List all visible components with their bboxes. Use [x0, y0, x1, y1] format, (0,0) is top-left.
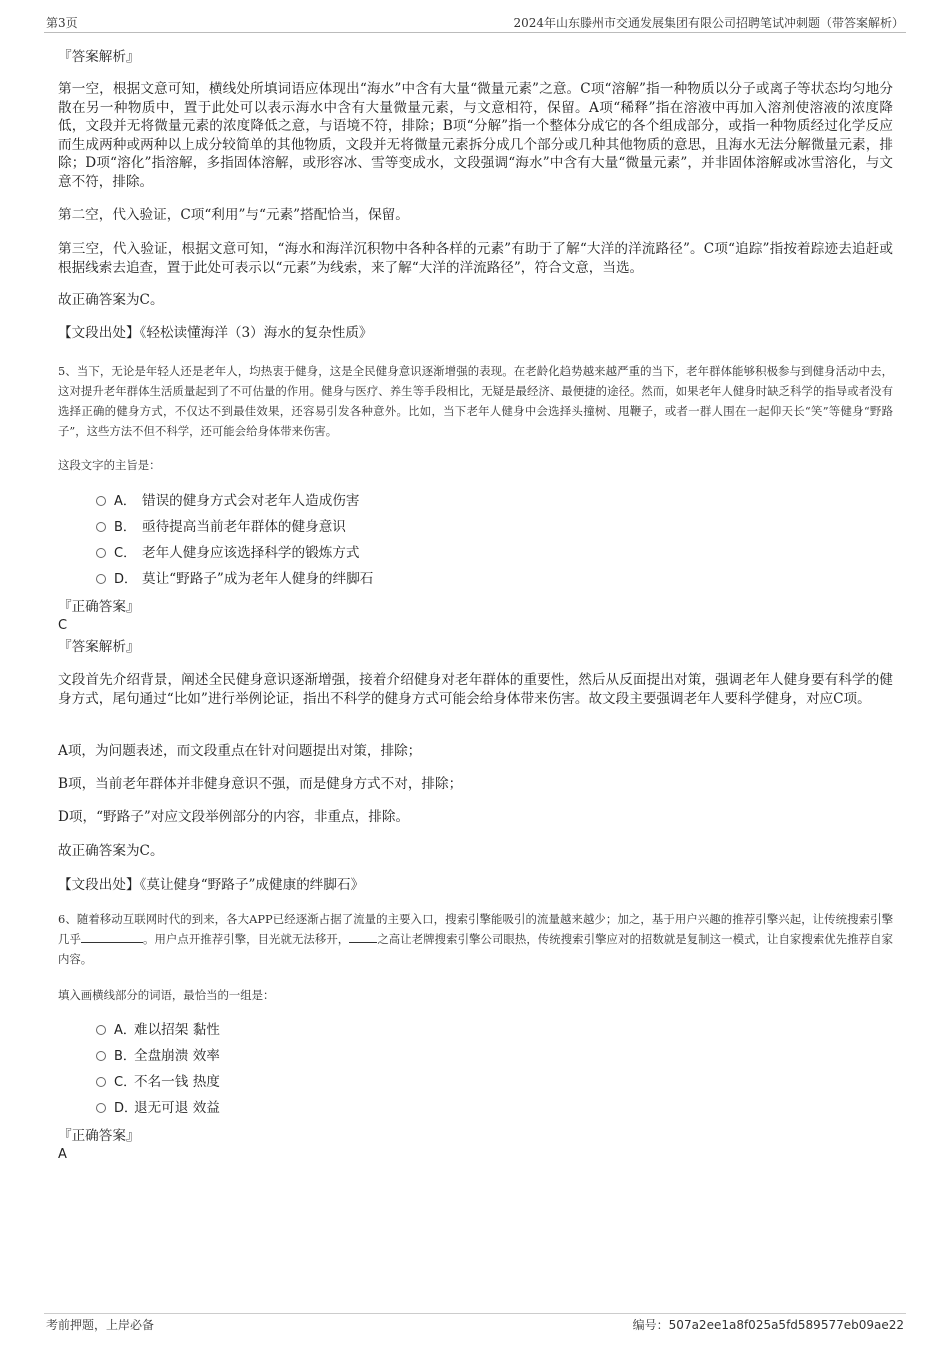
- q5-analysis-p4: D项，“野路子”对应文段举例部分的内容，非重点，排除。: [58, 809, 410, 825]
- q5-stem: 5、当下，无论是年轻人还是老年人，均热衷于健身，这是全民健身意识逐渐增强的表现。在老龄化趋势越来越严重的当下，老年群体能够积极参与到健身活动中去，这对提升老年群体生活质量起到了不可估量的作用。健身与医疗、养生等手段相比，无疑是最经济、最便捷的途径。然而，如果老年人健身时缺乏科学的指导或者没有选择正确的健身方式，不仅达不到最佳效果，还容易引发各种意外。比如，当下老年人健身中会选择头撞树、甩鞭子，或者一群人围在一起仰天长“笑”等健身“野路子”，这些方法不但不科学，还可能会给身体带来伤害。: [58, 364, 893, 438]
- q5-analysis-p3: B项，当前老年群体并非健身意识不强，而是健身方式不对，排除；: [58, 776, 463, 792]
- q4-analysis-p2: 第二空，代入验证，C项“利用”与“元素”搭配恰当，保留。: [58, 207, 409, 223]
- document-code: 编号：507a2ee1a8f025a5fd589577eb09ae22: [632, 1318, 904, 1332]
- q5-analysis-p1: 文段首先介绍背景，阐述全民健身意识逐渐增强，接着介绍健身对老年群体的重要性，然后从反面提出对策，强调老年人健身要有科学的健身方式，尾句通过“比如”进行举例论证，指出不科学的健身方式可能会给身体带来伤害。故文段主要强调老年人要科学健身，对应C项。: [58, 672, 893, 707]
- q6-question: 填入画横线部分的词语，最恰当的一组是：: [58, 988, 275, 1002]
- blank-2: [349, 930, 377, 943]
- q4-analysis-p3: 第三空，代入验证，根据文意可知，“海水和海洋沉积物中各种各样的元素”有助于了解“大洋的洋流路径”。C项“追踪”指按着踪迹去追赶或根据线索去追查，置于此处可表示以“元素”为线索，来了解“大洋的洋流路径”，符合文意，当选。: [58, 241, 893, 276]
- footer-slogan: 考前押题，上岸必备: [46, 1318, 155, 1332]
- q6-option-c[interactable]: C．不名一钱 热度: [96, 1073, 220, 1092]
- radio-icon[interactable]: [96, 496, 106, 506]
- radio-icon[interactable]: [96, 1051, 106, 1061]
- q5-analysis-label: 『答案解析』: [58, 639, 140, 655]
- radio-icon[interactable]: [96, 1077, 106, 1087]
- radio-icon[interactable]: [96, 522, 106, 532]
- q6-stem: 6、随着移动互联网时代的到来，各大APP已经逐渐占据了流量的主要入口，搜索引擎能吸引的流量越来越少；加之，基于用户兴趣的推荐引擎兴起，让传统搜索引擎几乎 。用户点开推荐引擎，目光就无法移开， 之高让老牌搜索引擎公司眼热，传统搜索引擎应对的招数就是复制这一模式，让自家搜索优先推荐自家内容。: [58, 912, 893, 966]
- radio-icon[interactable]: [96, 548, 106, 558]
- q5-answer: C: [58, 618, 68, 633]
- q4-source: 【文段出处】《轻松读懂海洋（3）海水的复杂性质》: [58, 325, 373, 341]
- q5-option-c[interactable]: C． 老年人健身应该选择科学的锻炼方式: [96, 544, 360, 563]
- radio-icon[interactable]: [96, 574, 106, 584]
- radio-icon[interactable]: [96, 1103, 106, 1113]
- q5-question: 这段文字的主旨是：: [58, 458, 161, 472]
- page-footer: [44, 1313, 906, 1332]
- q5-analysis-p5: 故正确答案为C。: [58, 843, 164, 859]
- q4-analysis-p1: 第一空，根据文意可知，横线处所填词语应体现出“海水”中含有大量“微量元素”之意。C项“溶解”指一种物质以分子或离子等状态均匀地分散在另一种物质中，置于此处可以表示海水中含有大量微量元素，与文意相符，保留。A项“稀释”指在溶液中再加入溶剂使溶液的浓度降低，文段并无将微量元素的浓度降低之意，与语境不符，排除；B项“分解”指一个整体分成它的各个组成部分，或指一种物质经过化学反应而生成两种或两种以上成分较简单的其他物质，文段并无将微量元素拆分成几个部分或几种其他物质的意思，且海水无法分解微量元素，排除；D项“溶化”指溶解，多指固体溶解，或形容冰、雪等变成水，文段强调“海水”中含有大量“微量元素”，并非固体溶解或冰雪溶化，与文意不符，排除。: [58, 81, 893, 190]
- page-number: 第3页: [46, 16, 78, 30]
- page-header: [44, 14, 906, 33]
- q5-source: 【文段出处】《莫让健身“野路子”成健康的绊脚石》: [58, 877, 365, 893]
- q6-option-d[interactable]: D．退无可退 效益: [96, 1099, 220, 1118]
- q6-correct-label: 『正确答案』: [58, 1128, 140, 1144]
- q5-option-b[interactable]: B． 亟待提高当前老年群体的健身意识: [96, 518, 346, 537]
- q6-option-b[interactable]: B．全盘崩溃 效率: [96, 1047, 220, 1066]
- q5-option-a[interactable]: A． 错误的健身方式会对老年人造成伤害: [96, 492, 360, 511]
- radio-icon[interactable]: [96, 1025, 106, 1035]
- q4-analysis-p4: 故正确答案为C。: [58, 292, 164, 308]
- q4-analysis-label: 『答案解析』: [58, 49, 140, 65]
- document-title: 2024年山东滕州市交通发展集团有限公司招聘笔试冲刺题（带答案解析）: [513, 16, 904, 30]
- blank-1: [81, 930, 143, 943]
- q5-analysis-p2: A项，为问题表述，而文段重点在针对问题提出对策，排除；: [58, 743, 422, 759]
- q5-correct-label: 『正确答案』: [58, 599, 140, 615]
- q6-option-a[interactable]: A．难以招架 黏性: [96, 1021, 220, 1040]
- q5-option-d[interactable]: D． 莫让“野路子”成为老年人健身的绊脚石: [96, 570, 373, 589]
- q6-answer: A: [58, 1147, 67, 1162]
